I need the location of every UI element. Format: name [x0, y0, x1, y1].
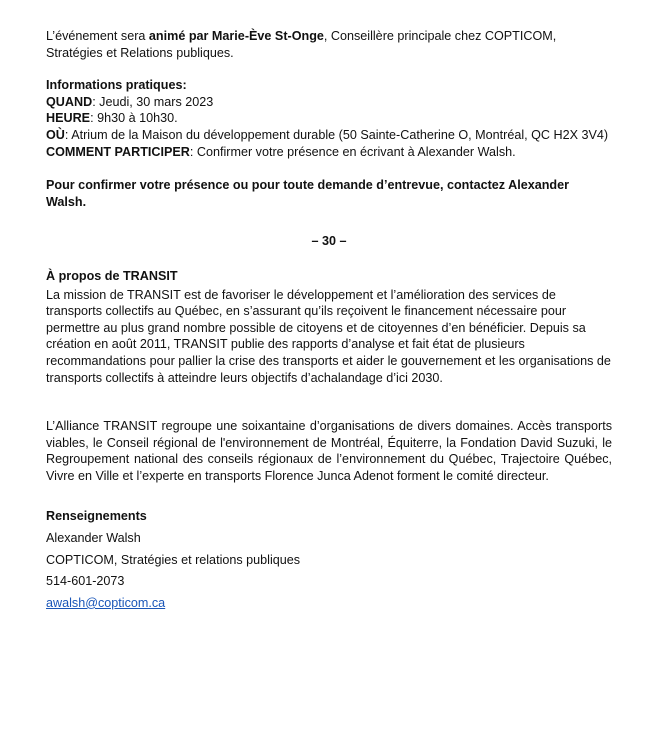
- intro-text-post: , Conseillère principale chez COPTICOM, Stratégies et Relations publiques.: [46, 29, 557, 60]
- info-how: [46, 144, 612, 161]
- intro-text-pre: L’événement sera: [46, 29, 149, 43]
- about-title: À propos de TRANSIT: [46, 268, 178, 283]
- intro-host-name: animé par Marie-Ève St-Onge: [148, 29, 324, 43]
- contact-email-line: [46, 595, 612, 612]
- confirm-paragraph: Pour confirmer votre présence ou pour toute demande d’entrevue, contactez Alexander Walsh.: [46, 178, 569, 209]
- contact-name: Alexander Walsh: [46, 531, 141, 546]
- press-release-page: [46, 28, 612, 611]
- info-time-label: HEURE: [46, 111, 91, 126]
- info-time-value: : 9h30 à 10h30.: [90, 111, 178, 126]
- alliance-paragraph: L’Alliance TRANSIT regroupe une soixantaine d’organisations de divers domaines. Accès transports viables, le Conseil régional de l'environnement de Montréal, Équiterre, la Fondation David Suzuki, le Regroupement national des conseils régionaux de l’environnement du Québec, Trajectoire Québec, Vivre en Ville et l’experte en transports Florence Junca Adenot forment le comité directeur.: [46, 419, 612, 483]
- intro-paragraph: [46, 28, 612, 61]
- contact-organization: COPTICOM, Stratégies et relations publiques: [46, 552, 301, 567]
- info-where: [46, 127, 612, 144]
- info-how-label: COMMENT PARTICIPER: [46, 144, 190, 159]
- end-mark: – 30 –: [311, 234, 347, 249]
- info-time: [46, 110, 612, 127]
- contact-title: Renseignements: [46, 509, 147, 524]
- about-body: La mission de TRANSIT est de favoriser le développement et l’amélioration des services de transports collectifs au Québec, en s’assurant qu’ils reçoivent le financement nécessaire pour permettre au plus grand nombre possible de citoyens et de citoyennes d’en bénéficier. Depuis sa création en août 2011, TRANSIT publie des rapports d’analyse et fait état de plusieurs recommandations pour pallier la crise des transports et aider le gouvernement et les organisations de transports collectifs à atteindre leurs objectifs d’achalandage d’ici 2030.: [46, 287, 611, 385]
- info-how-value: : Confirmer votre présence en écrivant à Alexander Walsh.: [189, 144, 516, 159]
- info-where-value: : Atrium de la Maison du développement durable (50 Sainte-Catherine O, Montréal, QC H2X 3V4): [64, 127, 609, 142]
- info-when-value: : Jeudi, 30 mars 2023: [92, 94, 214, 109]
- contact-phone: 514-601-2073: [46, 574, 125, 589]
- info-when-label: QUAND: [46, 94, 93, 109]
- practical-info-title: Informations pratiques:: [46, 78, 187, 93]
- info-where-label: OÙ: [46, 127, 65, 142]
- info-when: [46, 94, 612, 111]
- contact-email-link[interactable]: awalsh@copticom.ca: [46, 595, 166, 610]
- practical-info-section: [46, 77, 612, 160]
